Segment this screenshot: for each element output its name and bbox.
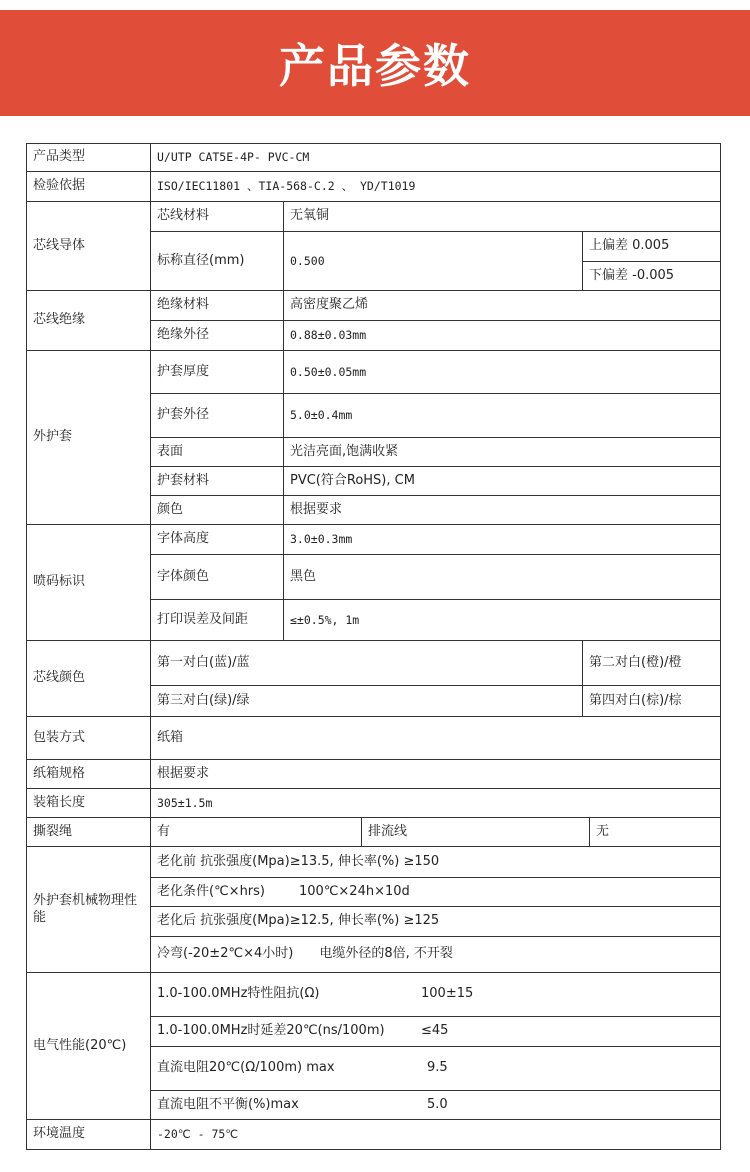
packing-label: 包装方式: [26, 716, 151, 760]
conductor-label: 芯线导体: [26, 201, 151, 291]
marking-label: 喷码标识: [26, 524, 151, 641]
standards-label: 检验依据: [26, 171, 151, 202]
ripcord-label: 撕裂绳: [26, 817, 151, 847]
marking-height-value: 3.0±0.3mm: [283, 524, 721, 555]
electrical-unbalance: [150, 1090, 721, 1120]
marking-error-value: ≤±0.5%, 1m: [283, 599, 721, 641]
drain-wire-value: 无: [589, 817, 721, 847]
cold-bend-label: 冷弯(-20±2℃×4小时): [157, 946, 294, 962]
skew-label: 1.0-100.0MHz时延差20℃(ns/100m): [157, 1023, 385, 1039]
jacket-thickness-label: 护套厚度: [150, 350, 284, 394]
electrical-skew: [150, 1016, 721, 1047]
conductor-diameter-value: 0.500: [283, 231, 583, 291]
jacket-color-label: 颜色: [150, 495, 284, 525]
jacket-material-label: 护套材料: [150, 466, 284, 496]
pair-color-2: 第二对白(橙)/橙: [582, 640, 721, 686]
jacket-surface-label: 表面: [150, 437, 284, 467]
mechanical-aging-condition: [150, 877, 721, 907]
cold-bend-value: 电缆外径的8倍, 不开裂: [319, 946, 453, 962]
jacket-color-value: 根据要求: [283, 495, 721, 525]
jacket-od-label: 护套外径: [150, 393, 284, 438]
carton-value: 根据要求: [150, 759, 721, 789]
pair-colors-label: 芯线颜色: [26, 640, 151, 717]
carton-label: 纸箱规格: [26, 759, 151, 789]
jacket-thickness-value: 0.50±0.05mm: [283, 350, 721, 394]
length-value: 305±1.5m: [150, 788, 721, 818]
dcr-value: 9.5: [427, 1060, 448, 1076]
product-type-value: U/UTP CAT5E-4P- PVC-CM: [150, 143, 721, 172]
mechanical-cold-bend: [150, 936, 721, 973]
skew-value: ≤45: [421, 1023, 449, 1039]
marking-height-label: 字体高度: [150, 524, 284, 555]
conductor-upper-tolerance: 上偏差 0.005: [582, 231, 721, 262]
insulation-label: 芯线绝缘: [26, 290, 151, 351]
jacket-od-value: 5.0±0.4mm: [283, 393, 721, 438]
conductor-material-label: 芯线材料: [150, 201, 284, 232]
marking-color-value: 黑色: [283, 554, 721, 600]
ripcord-value: 有: [150, 817, 362, 847]
marking-color-label: 字体颜色: [150, 554, 284, 600]
mechanical-before-aging: 老化前 抗张强度(Mpa)≥13.5, 伸长率(%) ≥150: [150, 846, 721, 878]
conductor-lower-tolerance: 下偏差 -0.005: [582, 261, 721, 291]
electrical-dc-resistance: [150, 1046, 721, 1091]
jacket-surface-value: 光洁亮面,饱满收紧: [283, 437, 721, 467]
product-type-label: 产品类型: [26, 143, 151, 172]
mechanical-label: 外护套机械物理性能: [26, 846, 151, 973]
mechanical-after-aging: 老化后 抗张强度(Mpa)≥12.5, 伸长率(%) ≥125: [150, 906, 721, 937]
unbalance-value: 5.0: [427, 1096, 448, 1112]
temperature-value: -20℃ - 75℃: [150, 1119, 721, 1150]
aging-condition-label: 老化条件(℃×hrs): [157, 883, 265, 899]
pair-color-3: 第三对白(绿)/绿: [150, 685, 583, 717]
packing-value: 纸箱: [150, 716, 721, 760]
dcr-label: 直流电阻20℃(Ω/100m) max: [157, 1060, 335, 1076]
temperature-label: 环境温度: [26, 1119, 151, 1150]
insulation-od-label: 绝缘外径: [150, 320, 284, 351]
electrical-impedance: [150, 972, 721, 1017]
electrical-label: 电气性能(20℃): [26, 972, 151, 1120]
jacket-material-value: PVC(符合RoHS), CM: [283, 466, 721, 496]
standards-value: ISO/IEC11801 、TIA-568-C.2 、 YD/T1019: [150, 171, 721, 202]
unbalance-label: 直流电阻不平衡(%)max: [157, 1096, 299, 1112]
marking-error-label: 打印误差及间距: [150, 599, 284, 641]
length-label: 装箱长度: [26, 788, 151, 818]
insulation-material-label: 绝缘材料: [150, 290, 284, 321]
conductor-diameter-label: 标称直径(mm): [150, 231, 284, 291]
aging-condition-value: 100℃×24h×10d: [299, 883, 410, 899]
insulation-material-value: 高密度聚乙烯: [283, 290, 721, 321]
insulation-od-value: 0.88±0.03mm: [283, 320, 721, 351]
jacket-label: 外护套: [26, 350, 151, 525]
conductor-material-value: 无氧铜: [283, 201, 721, 232]
impedance-label: 1.0-100.0MHz特性阻抗(Ω): [157, 986, 320, 1002]
impedance-value: 100±15: [421, 986, 474, 1002]
page-title: 产品参数: [279, 39, 471, 93]
drain-wire-label: 排流线: [361, 817, 590, 847]
pair-color-4: 第四对白(棕)/棕: [582, 685, 721, 717]
pair-color-1: 第一对白(蓝)/蓝: [150, 640, 583, 686]
